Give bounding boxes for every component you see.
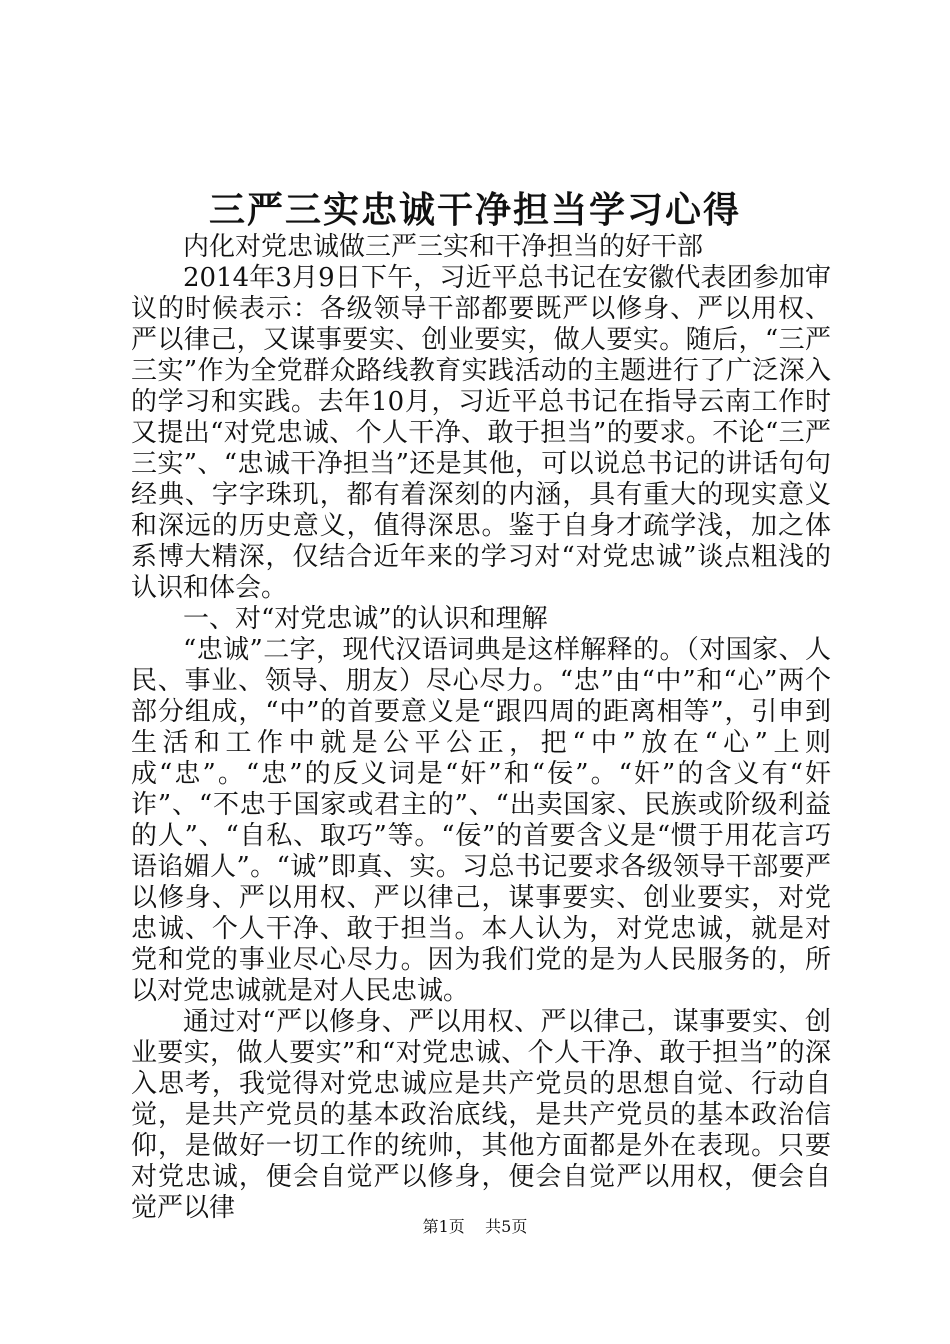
intro-paragraph: 2014年3月9日下午，习近平总书记在安徽代表团参加审议的时候表示：各级领导干部都要既严以修身、严以用权、严以律己，又谋事要实、创业要实，做人要实。随后，“三严三实”作为全党群众路线教育实践活动的主题进行了广泛深入的学习和实践。去年10月，习近平总书记在指导云南工作时又提出“对党忠诚、个人干净、敢于担当”的要求。不论“三严三实”、“忠诚干净担当”还是其他，可以说总书记的讲话句句经典、字字珠玑，都有着深刻的内涵，具有重大的现实意义和深远的历史意义，值得深思。鉴于自身才疏学浅，加之体系博大精深，仅结合近年来的学习对“对党忠诚”谈点粗浅的认识和体会。 <box>131 263 831 603</box>
document-body <box>131 232 831 1224</box>
footer-spacer <box>470 1216 480 1238</box>
page-total: 共5页 <box>485 1217 528 1236</box>
page-footer <box>0 1216 950 1238</box>
section-heading: 一、对“对党忠诚”的认识和理解 <box>183 604 548 634</box>
subtitle-paragraph: 内化对党忠诚做三严三实和干净担当的好干部 <box>183 232 704 262</box>
reflection-paragraph: 通过对“严以修身、严以用权、严以律己，谋事要实、创业要实，做人要实”和“对党忠诚、个人干净、敢于担当”的深入思考，我觉得对党忠诚应是共产党员的思想自觉、行动自觉，是共产党员的基本政治底线，是共产党员的基本政治信仰，是做好一切工作的统帅，其他方面都是外在表现。只要对党忠诚，便会自觉严以修身，便会自觉严以用权，便会自觉严以律 <box>131 1007 831 1223</box>
definition-paragraph: “忠诚”二字，现代汉语词典是这样解释的。（对国家、人民、事业、领导、朋友）尽心尽力。“忠”由“中”和“心”两个部分组成，“中”的首要意义是“跟四周的距离相等”，引申到生活和工作中就是公平公正，把“中”放在“心”上则成“忠”。“忠”的反义词是“奸”和“佞”。“奸”的含义有“奸诈”、“不忠于国家或君主的”、“出卖国家、民族或阶级利益的人”、“自私、取巧”等。“佞”的首要含义是“惯于用花言巧语谄媚人”。“诚”即真、实。习总书记要求各级领导干部要严以修身、严以用权、严以律己，谋事要实、创业要实，对党忠诚、个人干净、敢于担当。本人认为，对党忠诚，就是对党和党的事业尽心尽力。因为我们党的是为人民服务的，所以对党忠诚就是对人民忠诚。 <box>131 635 831 1006</box>
document-title: 三严三实忠诚干净担当学习心得 <box>208 189 741 231</box>
page-number: 第1页 <box>422 1217 465 1236</box>
